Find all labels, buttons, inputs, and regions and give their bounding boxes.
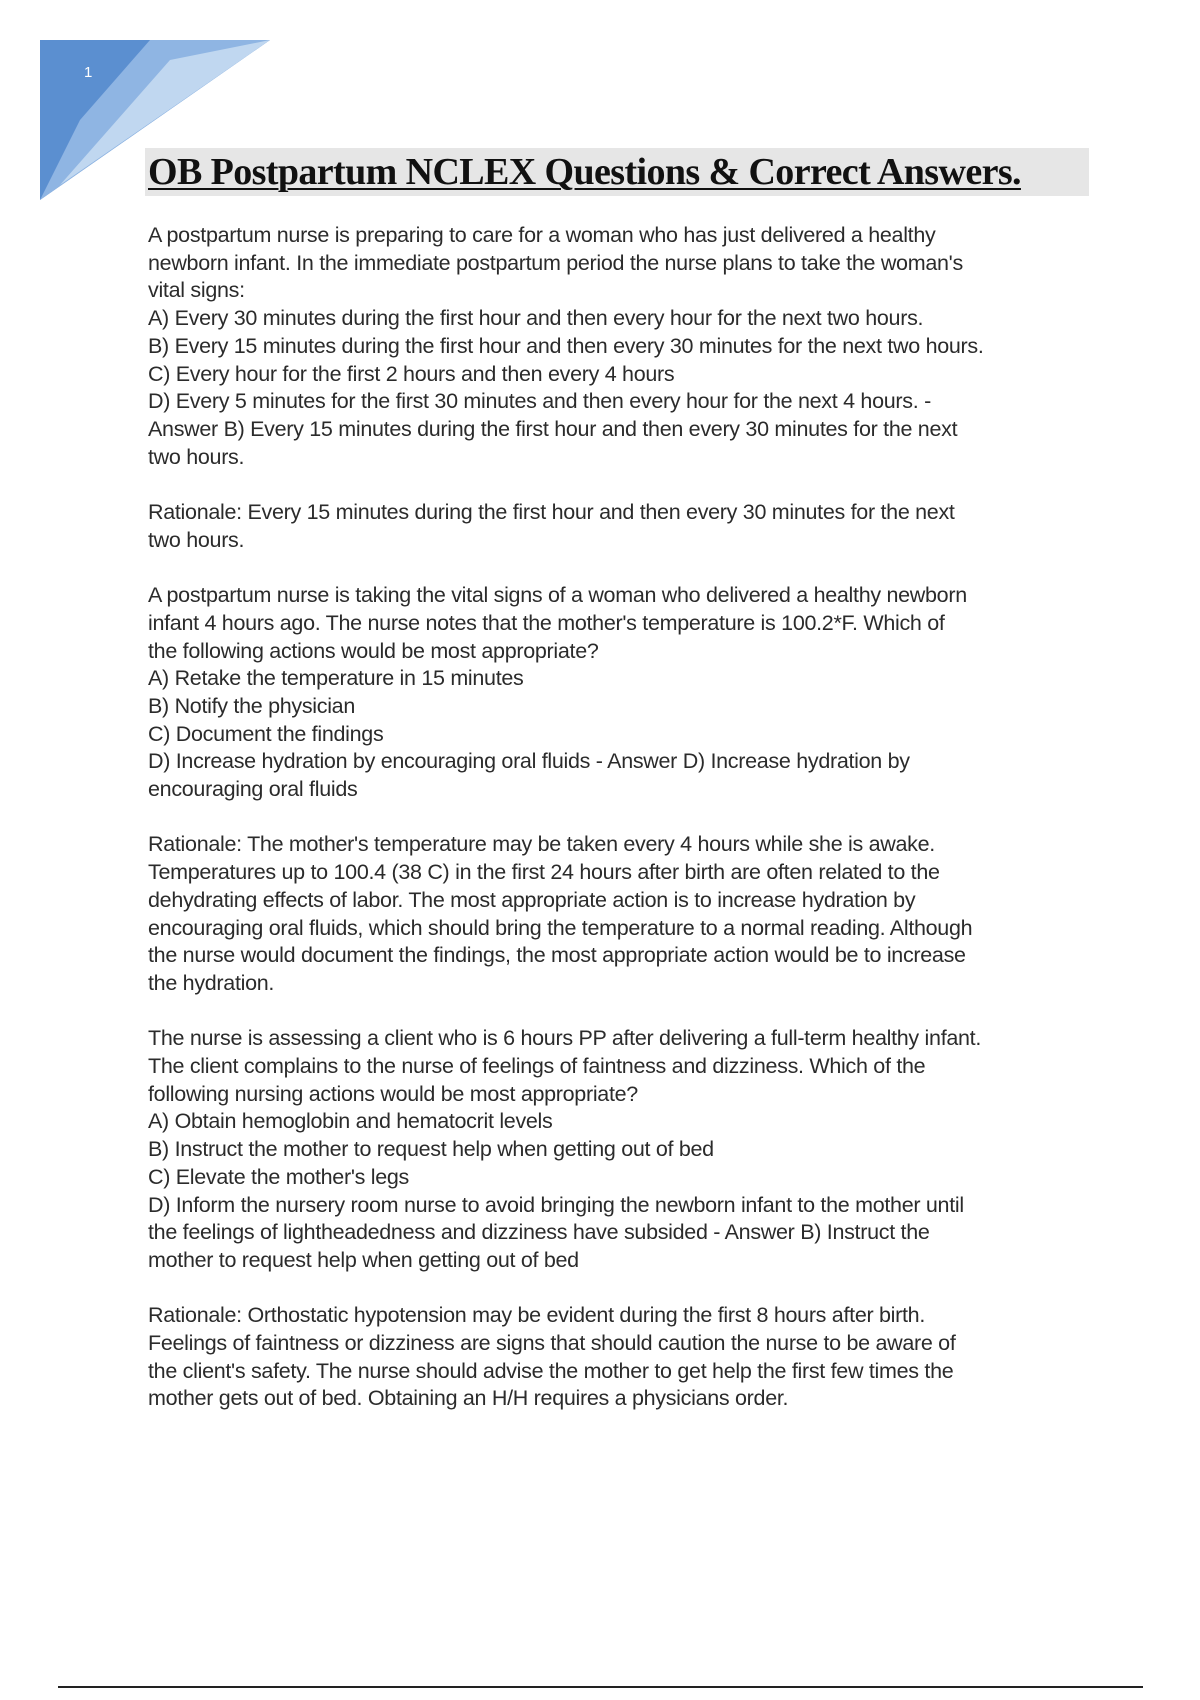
text-line: two hours. — [148, 527, 245, 552]
document-body — [148, 222, 1098, 1441]
page-title: OB Postpartum NCLEX Questions & Correct Answers. — [148, 151, 1021, 193]
text-line: C) Document the findings — [148, 721, 384, 746]
rationale-block — [148, 499, 1098, 554]
text-line: Feelings of faintness or dizziness are signs that should caution the nurse to be aware of — [148, 1331, 956, 1356]
text-line: encouraging oral fluids — [148, 777, 358, 802]
rationale-block — [148, 1302, 1098, 1413]
text-line: dehydrating effects of labor. The most appropriate action is to increase hydration by — [148, 887, 916, 912]
text-line: Temperatures up to 100.4 (38 C) in the first 24 hours after birth are often related to the — [148, 860, 940, 885]
question-block — [148, 1025, 1098, 1274]
text-line: C) Every hour for the first 2 hours and then every 4 hours — [148, 361, 675, 386]
text-line: Rationale: The mother's temperature may be taken every 4 hours while she is awake. — [148, 832, 935, 857]
text-line: The client complains to the nurse of feelings of faintness and dizziness. Which of the — [148, 1054, 926, 1079]
text-line: the hydration. — [148, 970, 275, 995]
text-line: the nurse would document the findings, the most appropriate action would be to increase — [148, 943, 966, 968]
text-line: vital signs: — [148, 278, 245, 303]
text-line: A) Retake the temperature in 15 minutes — [148, 666, 524, 691]
text-line: A) Every 30 minutes during the first hour and then every hour for the next two hours. — [148, 306, 924, 331]
text-line: D) Every 5 minutes for the first 30 minutes and then every hour for the next 4 hours. - — [148, 389, 931, 414]
text-line: D) Increase hydration by encouraging oral fluids - Answer D) Increase hydration by — [148, 749, 910, 774]
text-line: A postpartum nurse is taking the vital signs of a woman who delivered a healthy newborn — [148, 583, 967, 608]
page-number: 1 — [84, 64, 93, 81]
text-line: mother to request help when getting out of bed — [148, 1247, 579, 1272]
text-line: mother gets out of bed. Obtaining an H/H requires a physicians order. — [148, 1386, 789, 1411]
text-line: Answer B) Every 15 minutes during the first hour and then every 30 minutes for the next — [148, 416, 958, 441]
text-line: the feelings of lightheadedness and dizziness have subsided - Answer B) Instruct the — [148, 1220, 930, 1245]
text-line: B) Notify the physician — [148, 693, 355, 718]
text-line: two hours. — [148, 444, 245, 469]
text-line: the following actions would be most appropriate? — [148, 638, 599, 663]
text-line: encouraging oral fluids, which should bring the temperature to a normal reading. Although — [148, 915, 973, 940]
text-line: B) Instruct the mother to request help when getting out of bed — [148, 1137, 714, 1162]
rationale-block — [148, 831, 1098, 997]
text-line: Rationale: Every 15 minutes during the first hour and then every 30 minutes for the next — [148, 500, 955, 525]
text-line: D) Inform the nursery room nurse to avoid bringing the newborn infant to the mother until — [148, 1192, 964, 1217]
text-line: The nurse is assessing a client who is 6 hours PP after delivering a full-term healthy infant. — [148, 1026, 982, 1051]
question-block — [148, 222, 1098, 471]
text-line: infant 4 hours ago. The nurse notes that the mother's temperature is 100.2*F. Which of — [148, 610, 945, 635]
text-line: newborn infant. In the immediate postpartum period the nurse plans to take the woman's — [148, 250, 963, 275]
text-line: Rationale: Orthostatic hypotension may be evident during the first 8 hours after birth. — [148, 1303, 926, 1328]
text-line: C) Elevate the mother's legs — [148, 1164, 409, 1189]
text-line: A) Obtain hemoglobin and hematocrit levels — [148, 1109, 553, 1134]
text-line: the client's safety. The nurse should advise the mother to get help the first few times the — [148, 1358, 954, 1383]
text-line: following nursing actions would be most appropriate? — [148, 1081, 638, 1106]
question-block — [148, 582, 1098, 804]
footer-rule — [58, 1686, 1143, 1688]
text-line: A postpartum nurse is preparing to care for a woman who has just delivered a healthy — [148, 223, 936, 247]
text-line: B) Every 15 minutes during the first hour and then every 30 minutes for the next two hours. — [148, 333, 984, 358]
